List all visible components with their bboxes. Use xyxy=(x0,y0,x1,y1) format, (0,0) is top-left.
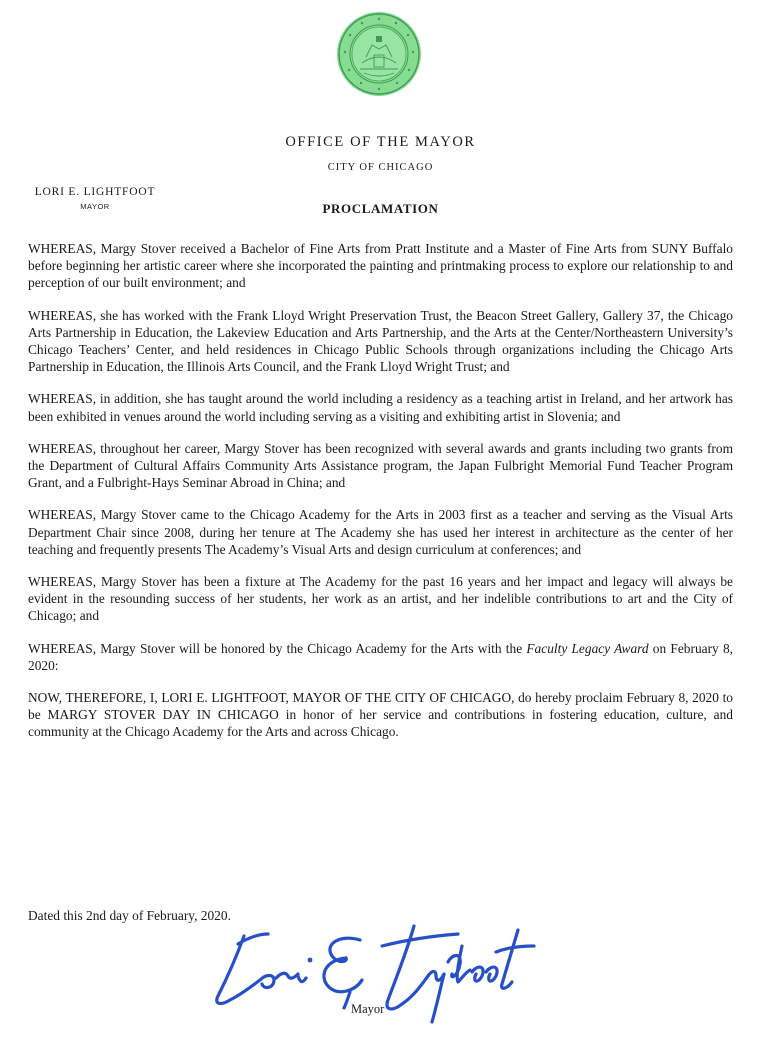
whereas-paragraph: WHEREAS, she has worked with the Frank Lloyd Wright Preservation Trust, the Beacon Street Gallery, Gallery 37, the Chicago Arts Partnership in Education, the Lakeview Education and Arts Partnership, and the Arts at the Center/Northeastern University’s Chicago Teachers’ Center, and held residences in Chicago Public Schools through organizations including the Chicago Arts Partnership in Education, the Illinois Arts Council, and the Frank Lloyd Wright Trust; and xyxy=(28,307,733,375)
mayor-name: LORI E. LIGHTFOOT xyxy=(34,186,156,198)
therefore-paragraph: NOW, THEREFORE, I, LORI E. LIGHTFOOT, MAYOR OF THE CITY OF CHICAGO, do hereby proclaim February 8, 2020 to be MARGY STOVER DAY IN CHICAGO in honor of her service and contributions in fostering education, culture, and community at the Chicago Academy for the Arts and across Chicago. xyxy=(28,690,733,740)
office-title: OFFICE OF THE MAYOR xyxy=(285,134,476,150)
proclamation-body xyxy=(28,240,733,756)
signature-title: Mayor xyxy=(351,1002,385,1016)
document-title: PROCLAMATION xyxy=(322,201,439,216)
whereas-paragraph xyxy=(28,640,733,674)
city-seal-icon xyxy=(336,11,422,97)
whereas-paragraph: WHEREAS, Margy Stover came to the Chicago Academy for the Arts in 2003 first as a teacher and serving as the Visual Arts Department Chair since 2008, during her tenure at The Academy she has used her interest in architecture as the center of her teaching and frequently presents The Academy’s Visual Arts and design curriculum at conferences; and xyxy=(28,507,733,557)
award-name: Faculty Legacy Award xyxy=(526,640,649,656)
city-name: CITY OF CHICAGO xyxy=(327,162,434,173)
whereas-paragraph: WHEREAS, Margy Stover has been a fixture at The Academy for the past 16 years and her impact and legacy will always be evident in the resounding success of her students, her work as an artist, and her indelible contributions to art and the City of Chicago; and xyxy=(28,574,733,624)
whereas-paragraph: WHEREAS, throughout her career, Margy Stover has been recognized with several awards and grants including two grants from the Department of Cultural Affairs Community Arts Assistance program, the Japan Fulbright Memorial Fund Teacher Program Grant, and a Fulbright-Hays Seminar Abroad in China; and xyxy=(28,440,733,491)
mayor-title: MAYOR xyxy=(80,202,110,211)
paragraph-text: on February 8, 2020: xyxy=(28,640,733,673)
whereas-paragraph: WHEREAS, Margy Stover received a Bachelor of Fine Arts from Pratt Institute and a Master of Fine Arts from SUNY Buffalo before beginning her artistic career where she incorporated the painting and printmaking process to explore our relationship to and perception of our built environment; and xyxy=(28,241,733,291)
whereas-paragraph: WHEREAS, in addition, she has taught around the world including a residency as a teaching artist in Ireland, and her artwork has been exhibited in venues around the world including serving as a visiting and exhibiting artist in Slovenia; and xyxy=(28,391,733,424)
dated-line: Dated this 2nd day of February, 2020. xyxy=(28,908,231,923)
paragraph-text: WHEREAS, Margy Stover will be honored by the Chicago Academy for the Arts with the xyxy=(28,640,527,656)
